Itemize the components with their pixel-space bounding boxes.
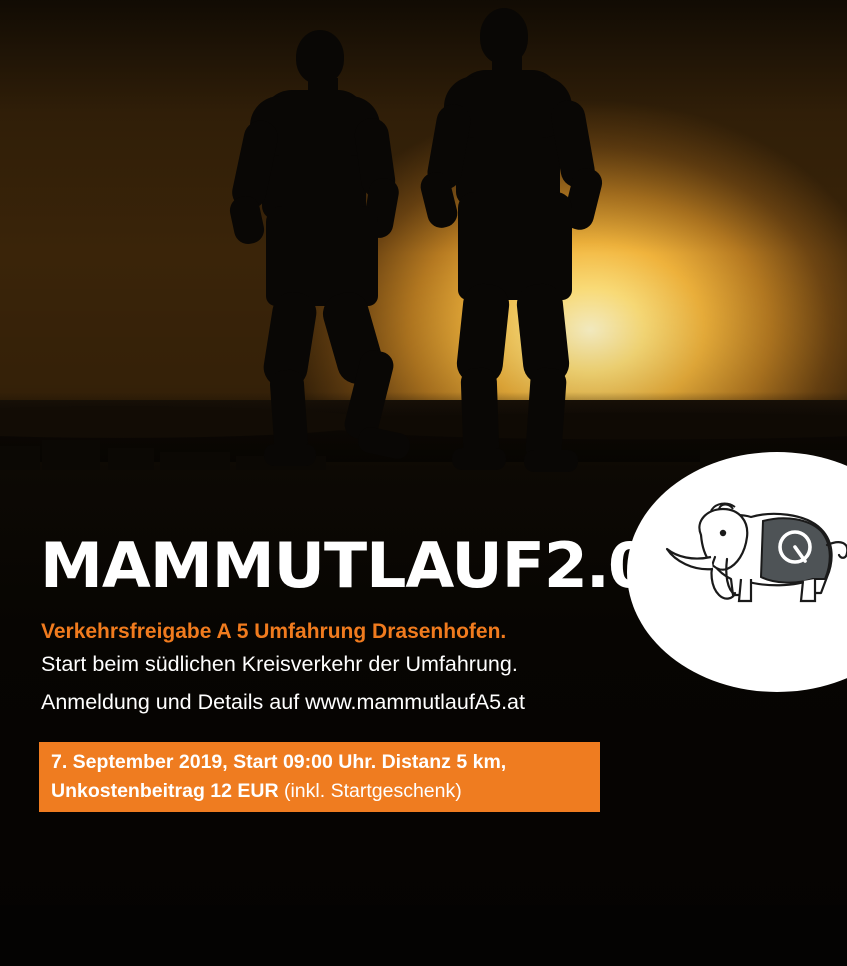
bottom-black-bar — [0, 905, 847, 966]
subtitle-registration-url: Anmeldung und Details auf www.mammutlaufA5.at — [41, 690, 525, 714]
subtitle-highlight: Verkehrsfreigabe A 5 Umfahrung Drasenhofen. — [41, 620, 507, 643]
sky-haze-overlay — [0, 0, 847, 460]
event-details-box — [39, 742, 600, 812]
event-date-time-distance: 7. September 2019, Start 09:00 Uhr. Distanz 5 km, — [51, 751, 507, 773]
mammoth-logo — [645, 495, 847, 610]
title-main: MAMMUTLAUF — [40, 529, 544, 602]
page-title — [40, 529, 650, 602]
subtitle-start-location: Start beim südlichen Kreisverkehr der Umfahrung. — [41, 652, 518, 676]
event-fee — [51, 780, 462, 803]
event-fee-bold: Unkostenbeitrag 12 EUR — [51, 780, 284, 802]
title-version: 2.0 — [543, 529, 650, 602]
event-fee-note: (inkl. Startgeschenk) — [283, 780, 462, 802]
